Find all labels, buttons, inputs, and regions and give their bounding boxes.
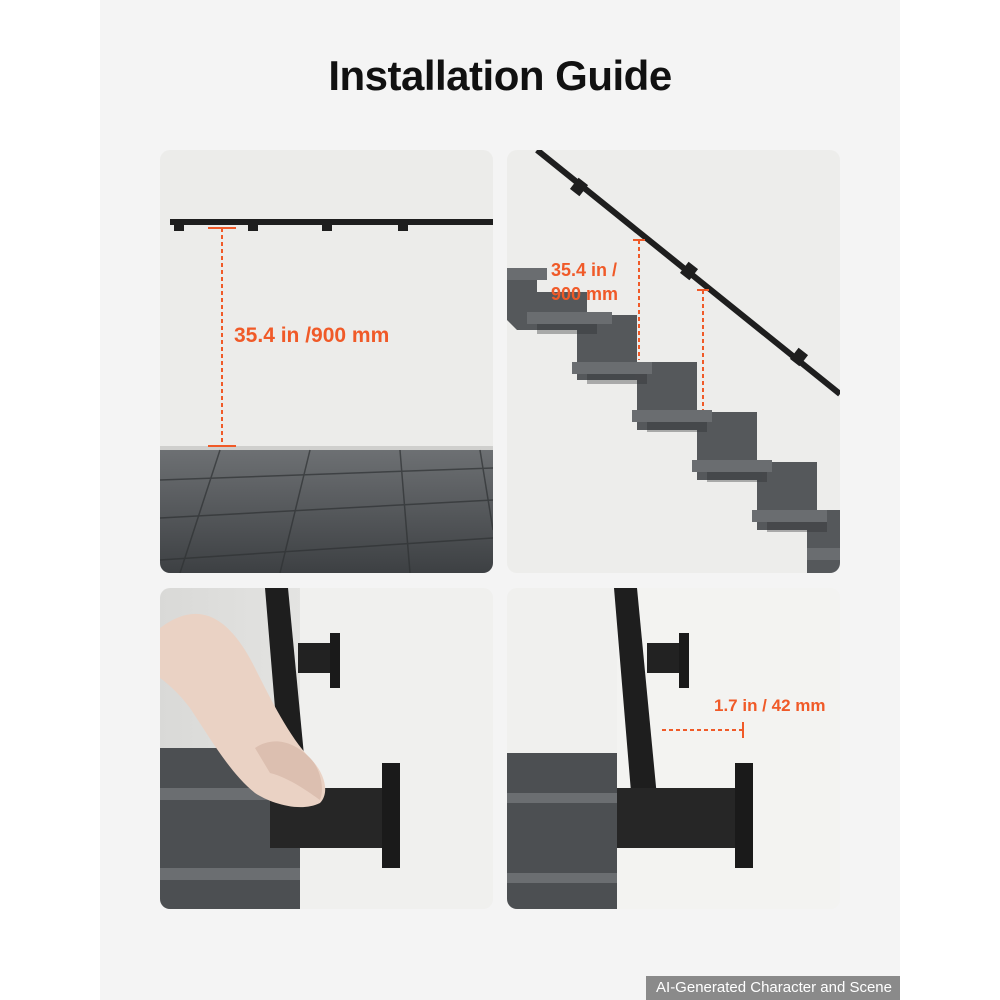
stairs-installation-panel [507,150,840,573]
stairs-height-label-line2: 900 mm [551,284,619,304]
wall-installation-panel [160,150,493,573]
clearance-label: 1.7 in / 42 mm [714,696,826,715]
grip-closeup-panel [160,588,493,909]
wall-installation-illustration [160,150,493,573]
wall-height-label: 35.4 in /900 mm [234,324,390,347]
stairs-height-label-line1: 35.4 in / [551,260,618,280]
ai-generated-notice: AI-Generated Character and Scene [646,976,900,1000]
grip-closeup-illustration [160,588,493,909]
stairs-installation-illustration [507,150,840,573]
clearance-illustration [507,588,840,909]
page-title: Installation Guide [328,52,672,99]
clearance-panel [507,588,840,909]
